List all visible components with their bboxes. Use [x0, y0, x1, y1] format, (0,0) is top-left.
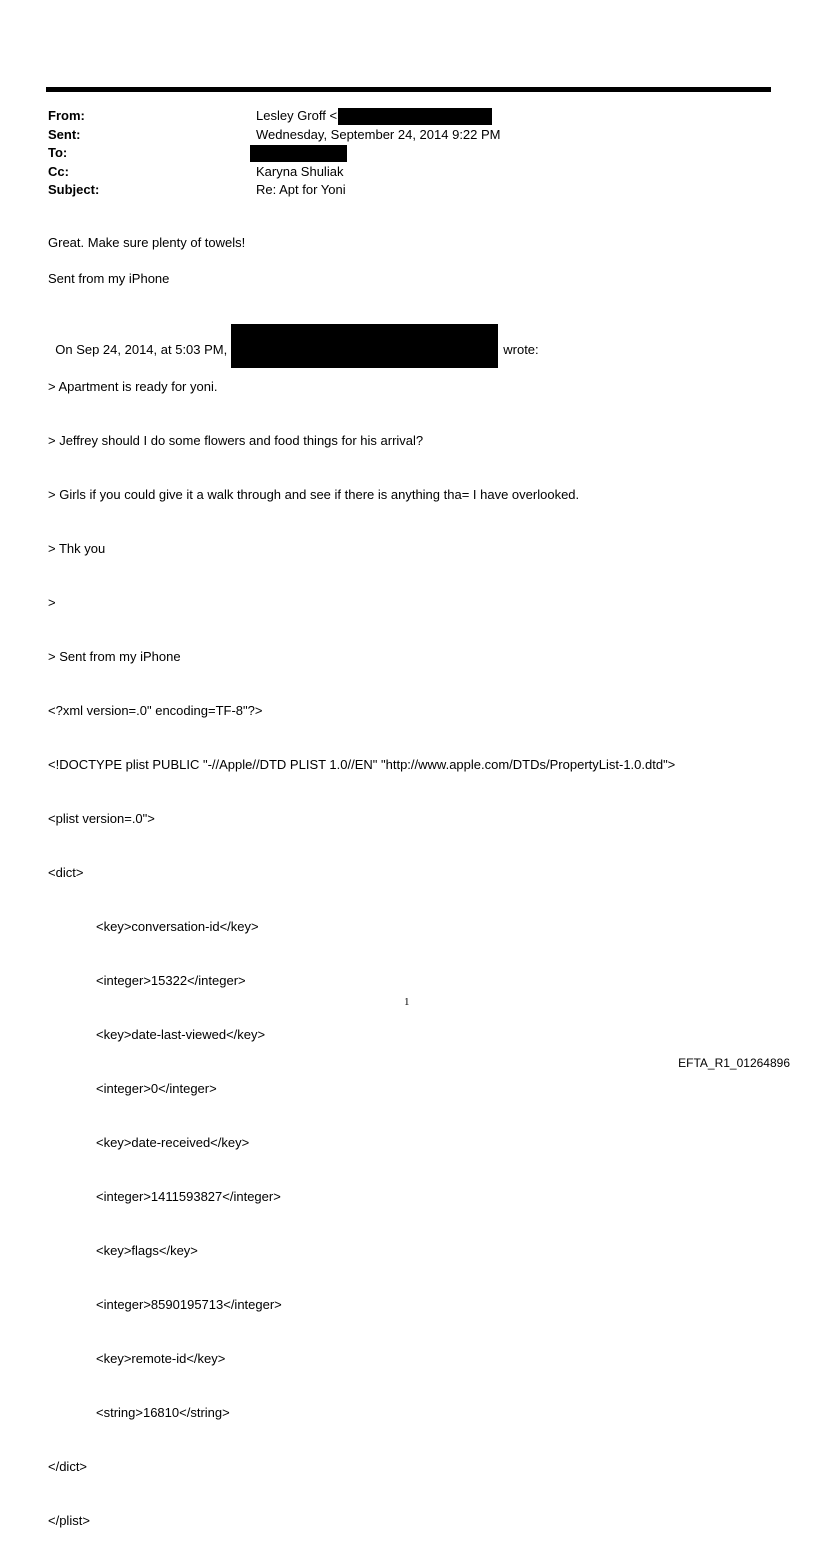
xml-line: <key>date-received</key>	[96, 1135, 250, 1150]
to-label: To:	[48, 145, 68, 160]
cc-value: Karyna Shuliak	[256, 163, 344, 179]
body-line-1: Great. Make sure plenty of towels!	[48, 235, 246, 250]
quoted-line: >	[48, 595, 56, 610]
xml-line: <integer>8590195713</integer>	[96, 1297, 282, 1312]
message-body	[48, 342, 675, 1548]
sent-label: Sent:	[48, 126, 81, 142]
body-line-2: Sent from my iPhone	[48, 271, 170, 286]
xml-line: <string>16810</string>	[96, 1405, 230, 1420]
xml-line: <integer>0</integer>	[96, 1081, 217, 1096]
quoted-line: > Apartment is ready for yoni.	[48, 379, 218, 394]
cc-label: Cc:	[48, 163, 69, 179]
xml-line: <integer>15322</integer>	[96, 973, 246, 988]
xml-line: <key>date-last-viewed</key>	[96, 1027, 266, 1042]
quoted-line: > Jeffrey should I do some flowers and food things for his arrival?	[48, 433, 424, 448]
page-number: 1	[404, 996, 410, 1008]
xml-line: <?xml version=.0" encoding=TF-8"?>	[48, 703, 263, 718]
xml-line: <!DOCTYPE plist PUBLIC "-//Apple//DTD PLIST 1.0//EN" "http://www.apple.com/DTDs/PropertyList-1.0.dtd">	[48, 757, 676, 772]
quoted-line: > Sent from my iPhone	[48, 649, 181, 664]
from-label: From:	[48, 108, 85, 123]
xml-line: </plist>	[48, 1513, 90, 1528]
on-prefix: On Sep 24, 2014, at 5:03 PM,	[55, 342, 228, 357]
document-id: EFTA_R1_01264896	[678, 1056, 790, 1070]
sent-value: Wednesday, September 24, 2014 9:22 PM	[256, 126, 501, 142]
xml-line: <dict>	[48, 865, 84, 880]
subject-label: Subject:	[48, 182, 100, 197]
xml-line: <key>remote-id</key>	[96, 1351, 226, 1366]
redaction-box	[250, 145, 347, 162]
quoted-line: > Girls if you could give it a walk through and see if there is anything tha= I have overlooked.	[48, 487, 580, 502]
xml-line: <key>conversation-id</key>	[96, 919, 259, 934]
from-name: Lesley Groff <	[256, 108, 338, 123]
subject-value: Re: Apt for Yoni	[256, 182, 346, 197]
quoted-line: > Thk you	[48, 541, 106, 556]
xml-line: <integer>1411593827</integer>	[96, 1189, 281, 1204]
on-suffix: wrote:	[503, 342, 539, 357]
xml-line: <key>flags</key>	[96, 1243, 198, 1258]
header-rule	[46, 87, 771, 92]
xml-line: </dict>	[48, 1459, 88, 1474]
redaction-box	[338, 108, 492, 125]
xml-line: <plist version=.0">	[48, 811, 155, 826]
